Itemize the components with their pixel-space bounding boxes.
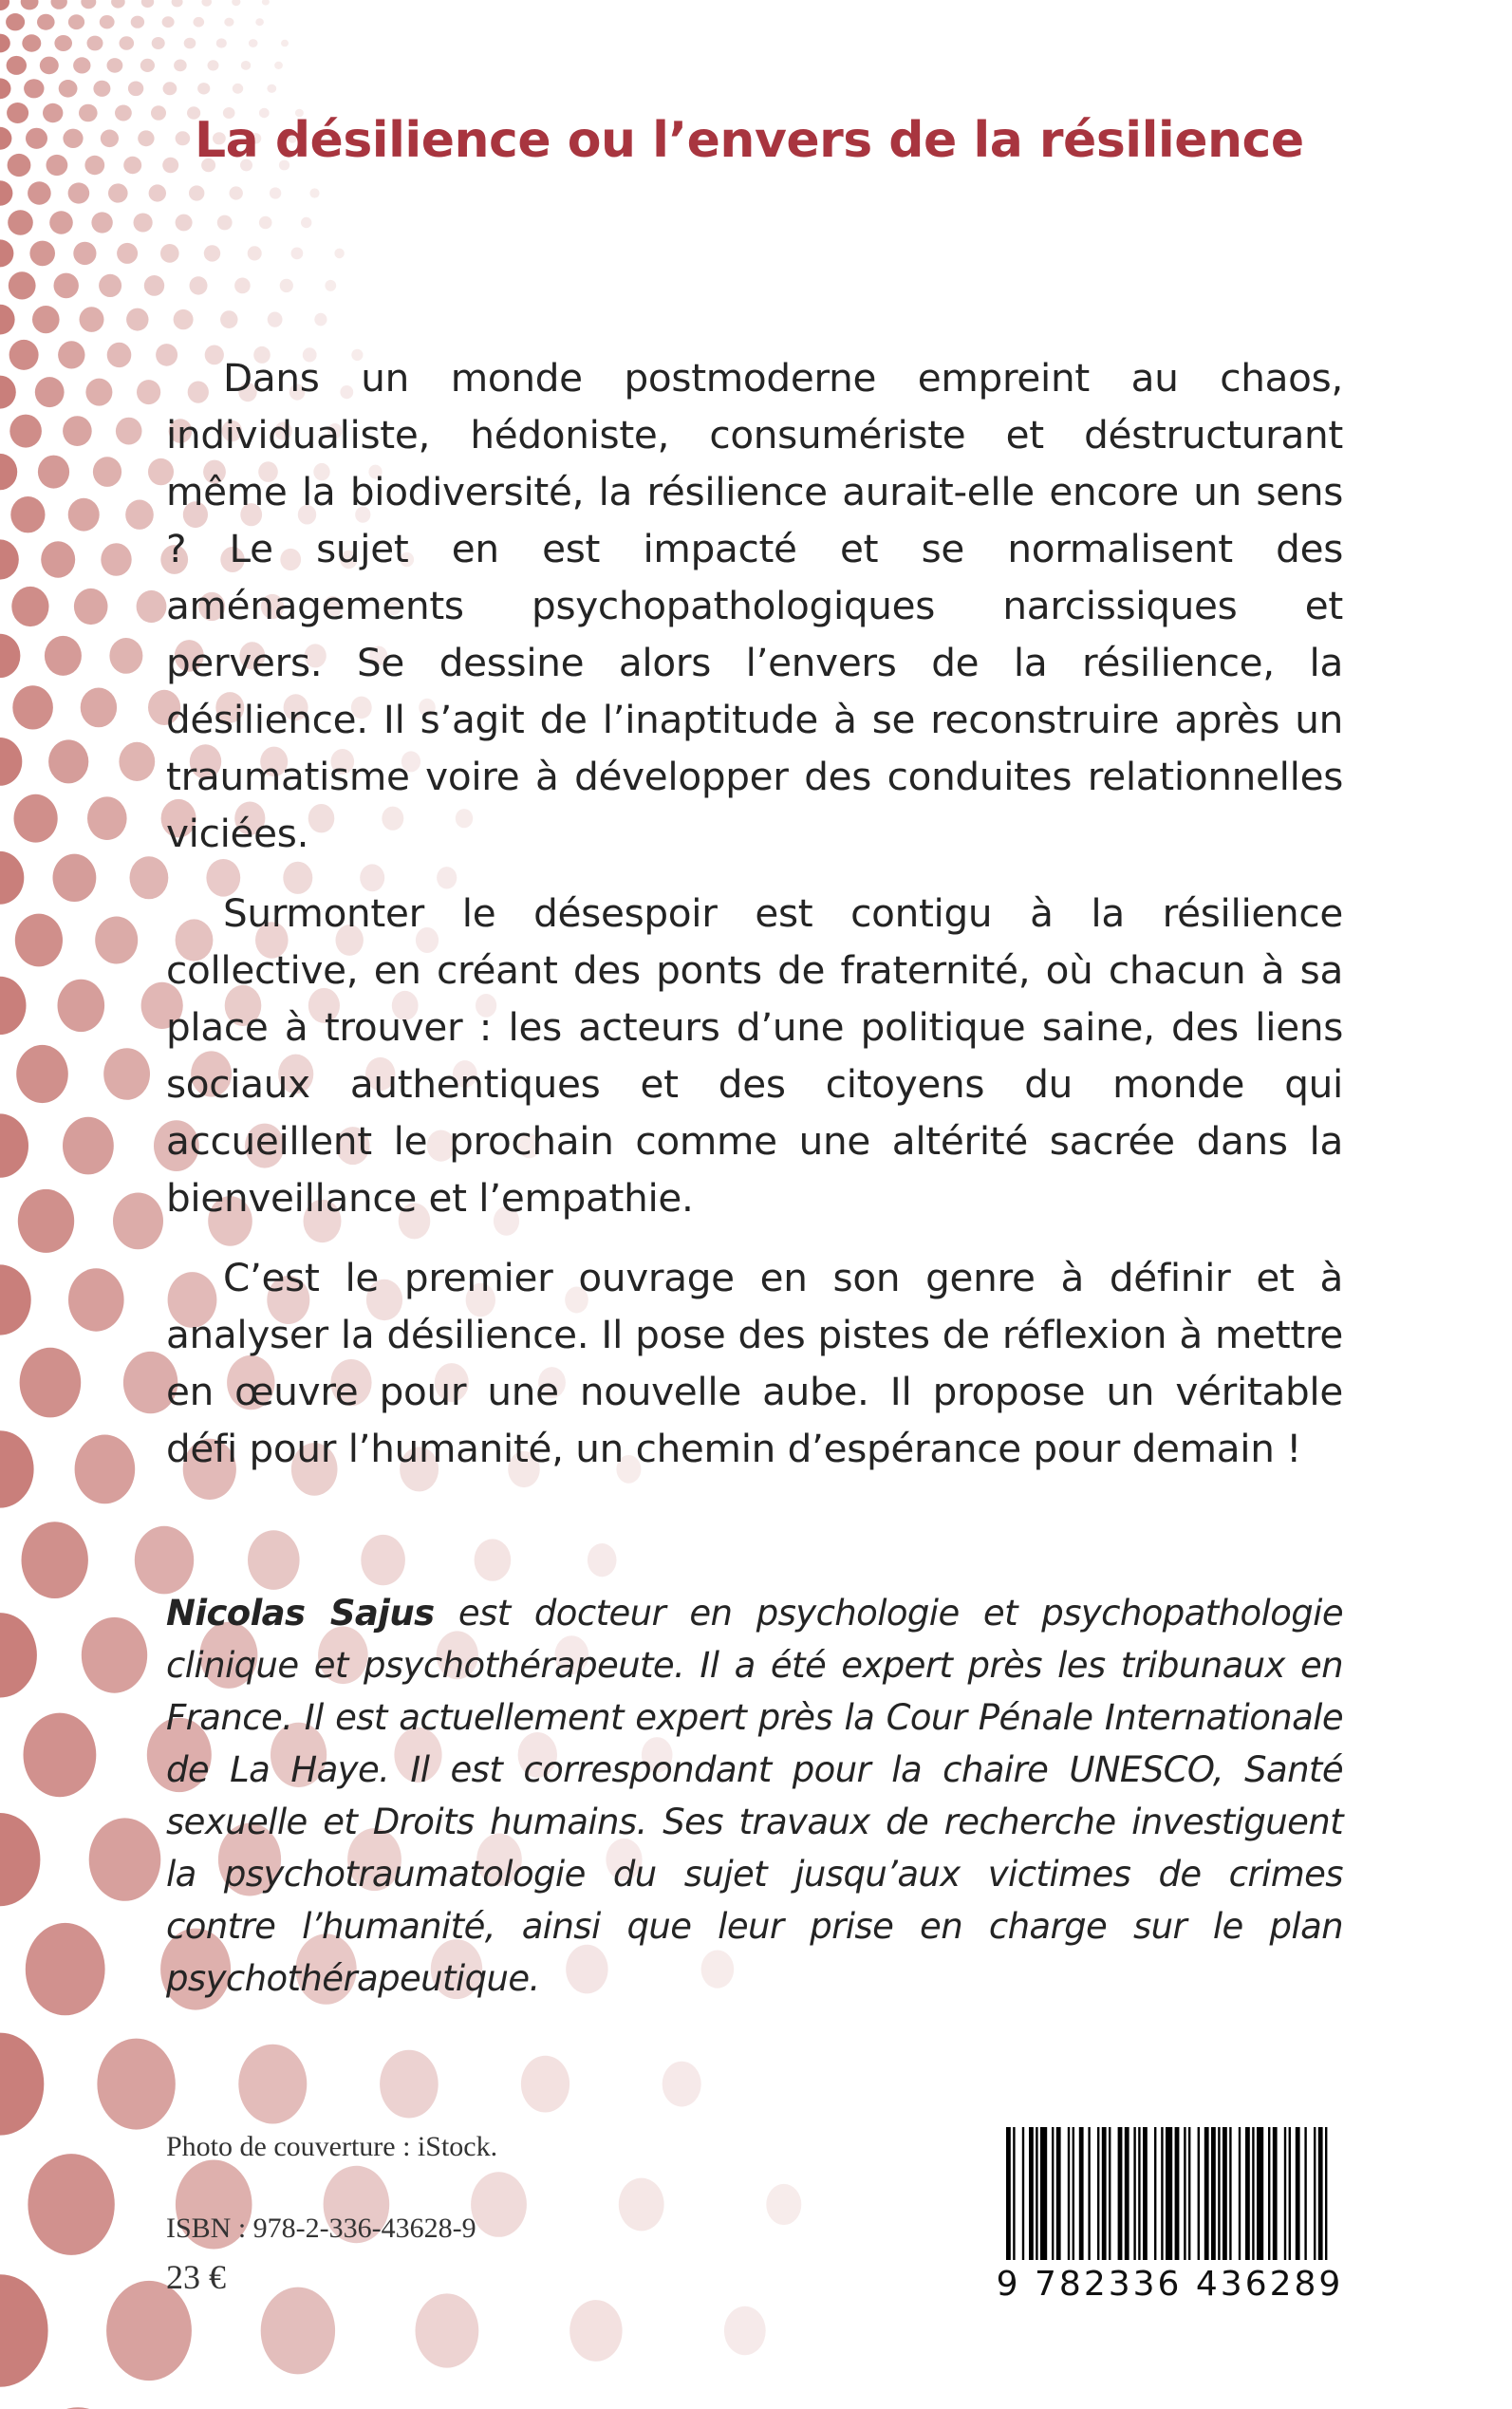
barcode-bar xyxy=(1088,2127,1090,2260)
barcode-bar xyxy=(1211,2127,1216,2260)
barcode-bar xyxy=(1318,2127,1323,2260)
barcode-bar xyxy=(1133,2127,1135,2260)
barcode-bar xyxy=(1245,2127,1250,2260)
barcode-bar xyxy=(1029,2127,1034,2260)
barcode-bar xyxy=(1138,2127,1140,2260)
barcode-bar xyxy=(1304,2127,1306,2260)
barcode-bar xyxy=(1161,2127,1163,2260)
photo-credit: Photo de couverture : iStock. xyxy=(166,2131,498,2162)
barcode-bar xyxy=(1325,2127,1327,2260)
barcode-bar xyxy=(1229,2127,1231,2260)
barcode-bar xyxy=(1073,2127,1074,2260)
barcode-bar xyxy=(1166,2127,1172,2260)
barcode-bar xyxy=(1257,2127,1263,2260)
barcode-bar xyxy=(1013,2127,1015,2260)
barcode-bar xyxy=(1052,2127,1054,2260)
barcode-bar xyxy=(1296,2127,1300,2260)
barcode-bar xyxy=(1218,2127,1220,2260)
isbn: ISBN : 978-2-336-43628-9 xyxy=(166,2213,476,2244)
barcode-bar xyxy=(1289,2127,1291,2260)
barcode-bar xyxy=(1036,2127,1037,2260)
book-title: La désilience ou l’envers de la résilience xyxy=(195,112,1304,169)
barcode-bar xyxy=(1109,2127,1111,2260)
barcode-bar xyxy=(1125,2127,1129,2260)
price: 23 € xyxy=(166,2258,226,2296)
barcode-bar xyxy=(1314,2127,1316,2260)
barcode-bar xyxy=(1006,2127,1011,2260)
author-bio xyxy=(166,1587,1343,2005)
barcode-bar xyxy=(1268,2127,1270,2260)
barcode-digits: 9 782336 436289 xyxy=(996,2265,1344,2304)
synopsis-paragraph-1: Dans un monde postmoderne empreint au chaos, individualiste, hédoniste, consumériste et déstructurant même la biodiversité, la résilience aurait-elle encore un sens ? Le sujet en est impacté et se normalisent des aménagements psychopathologiques narcissiques et pervers. Se dessine alors l’envers de la résilience, la désilience. Il s’agit de l’inaptitude à se reconstruire après un traumatisme voire à développer des conduites relationnelles viciées. xyxy=(166,355,1343,856)
barcode-bars xyxy=(1006,2127,1334,2260)
barcode-bar xyxy=(1239,2127,1241,2260)
barcode-bar xyxy=(1040,2127,1047,2260)
synopsis xyxy=(166,349,1343,1500)
barcode xyxy=(992,2122,1348,2331)
barcode-bar xyxy=(1273,2127,1278,2260)
barcode-bar xyxy=(1022,2127,1024,2260)
barcode-bar xyxy=(1079,2127,1084,2260)
barcode-bar xyxy=(1284,2127,1286,2260)
barcode-bar xyxy=(1223,2127,1227,2260)
barcode-bar xyxy=(1154,2127,1156,2260)
barcode-bar xyxy=(1184,2127,1185,2260)
barcode-bar xyxy=(1175,2127,1180,2260)
barcode-bar xyxy=(1188,2127,1190,2260)
barcode-bar xyxy=(1102,2127,1107,2260)
barcode-bar xyxy=(1068,2127,1070,2260)
barcode-bar xyxy=(1097,2127,1099,2260)
barcode-bar xyxy=(1118,2127,1123,2260)
barcode-bar xyxy=(1198,2127,1200,2260)
synopsis-paragraph-2: Surmonter le désespoir est contigu à la résilience collective, en créant des ponts de fraternité, où chacun à sa place à trouver : les acteurs d’une politique saine, des liens sociaux authentiques et des citoyens du monde qui accueillent le prochain comme une altérité sacrée dans la bienveillance et l’empathie. xyxy=(166,890,1343,1221)
author-bio-text: est docteur en psychologie et psychopathologie clinique et psychothérapeute. Il a été expert près les tribunaux en France. Il est actuellement expert près la Cour Pénale Internationale de La Haye. Il est correspondant pour la chaire UNESCO, Santé sexuelle et Droits humains. Ses travaux de recherche investiguent la psychotraumatologie du sujet jusqu’aux victimes de crimes contre l’humanité, ainsi que leur prise en charge sur le plan psychothérapeutique. xyxy=(166,1593,1343,1999)
synopsis-paragraph-3: C’est le premier ouvrage en son genre à définir et à analyser la désilience. Il pose des pistes de réflexion à mettre en œuvre pour une nouvelle aube. Il propose un véritable défi pour l’humanité, un chemin d’espérance pour demain ! xyxy=(166,1255,1343,1471)
barcode-bar xyxy=(1204,2127,1209,2260)
barcode-bar xyxy=(1143,2127,1148,2260)
barcode-bar xyxy=(1056,2127,1061,2260)
barcode-bar xyxy=(1252,2127,1254,2260)
author-name: Nicolas Sajus xyxy=(166,1593,435,1634)
